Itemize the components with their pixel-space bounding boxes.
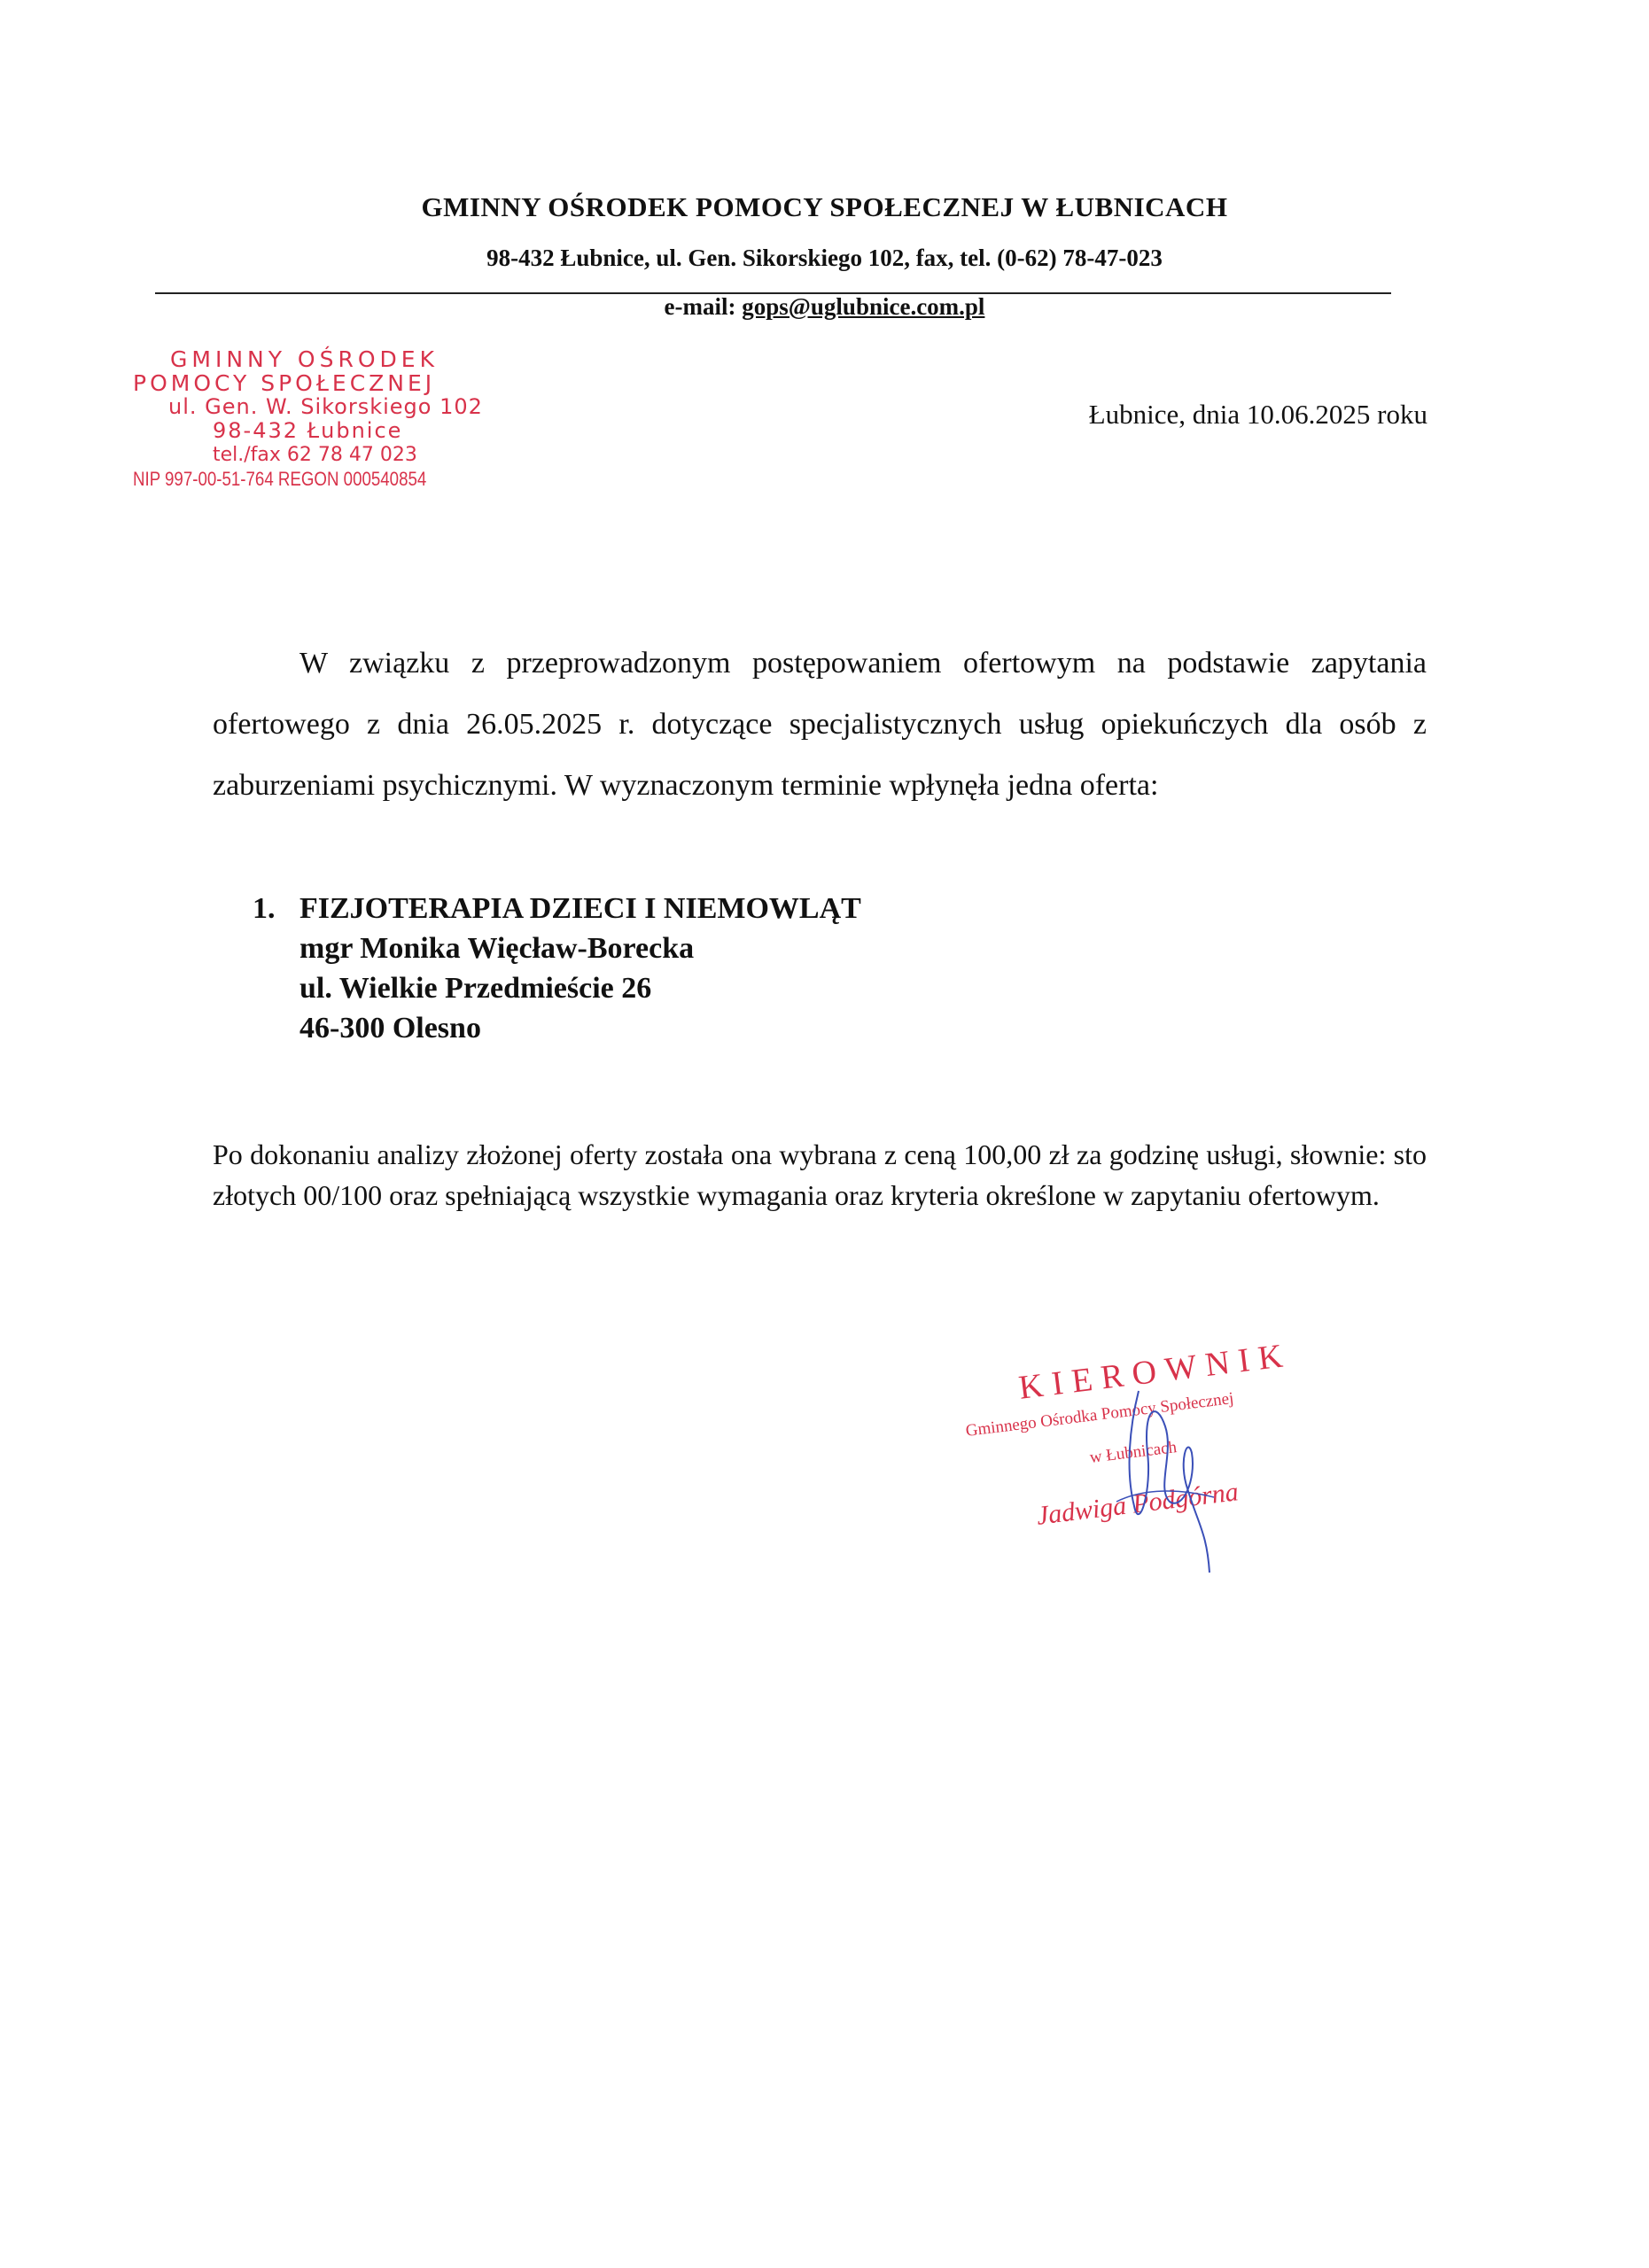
signature-stamp-line: w Łubnicach xyxy=(1088,1438,1178,1467)
offer-street: ul. Wielkie Przedmieście 26 xyxy=(299,972,652,1005)
email-label: e-mail: xyxy=(664,293,743,320)
institution-address: 98-432 Łubnice, ul. Gen. Sikorskiego 102, fax, tel. (0-62) 78-47-023 xyxy=(486,245,1163,271)
institution-email-line xyxy=(0,293,1649,321)
stamp-line: POMOCY SPOŁECZNEJ xyxy=(133,370,436,396)
signature-stamp-name: Jadwiga Podgórna xyxy=(1034,1477,1241,1531)
stamp-line: ul. Gen. W. Sikorskiego 102 xyxy=(168,394,483,419)
stamp-line: tel./fax 62 78 47 023 xyxy=(213,444,417,466)
offer-owner: mgr Monika Więcław-Borecka xyxy=(299,932,695,965)
signature-stamp xyxy=(964,1336,1338,1577)
signature-stamp-line: Gminnego Ośrodka Pomocy Społecznej xyxy=(964,1388,1235,1441)
handwritten-signature xyxy=(966,1355,1338,1577)
offer-number: 1. xyxy=(253,892,276,925)
stamp-line: GMINNY OŚRODEK xyxy=(170,346,439,372)
signature-stamp-title: KIEROWNIK xyxy=(1016,1336,1294,1407)
institution-title: GMINNY OŚRODEK POMOCY SPOŁECZNEJ W ŁUBNICACH xyxy=(421,191,1228,222)
offer-city: 46-300 Olesno xyxy=(299,1012,481,1045)
email-link[interactable]: gops@uglubnice.com.pl xyxy=(742,293,985,320)
institution-stamp xyxy=(133,347,505,491)
offer-company: FIZJOTERAPIA DZIECI I NIEMOWLĄT xyxy=(299,892,861,925)
document-date: Łubnice, dnia 10.06.2025 roku xyxy=(1088,399,1427,430)
stamp-line: NIP 997-00-51-764 REGON 000540854 xyxy=(133,468,427,490)
body-paragraph-intro: W związku z przeprowadzonym postępowaniem ofertowym na podstawie zapytania ofertowego z dnia 26.05.2025 r. dotyczące specjalistycznych usług opiekuńczych dla osób z zaburzeniami psychicznymi. W wyznaczonym terminie wpłynęła jedna oferta: xyxy=(213,647,1427,802)
offer-list-item xyxy=(253,889,861,1048)
body-paragraph-decision: Po dokonaniu analizy złożonej oferty została ona wybrana z ceną 100,00 zł za godzinę usługi, słownie: sto złotych 00/100 oraz spełniającą wszystkie wymagania oraz kryteria określone w zapytaniu ofertowym. xyxy=(213,1138,1427,1211)
stamp-line: 98-432 Łubnice xyxy=(213,418,403,443)
